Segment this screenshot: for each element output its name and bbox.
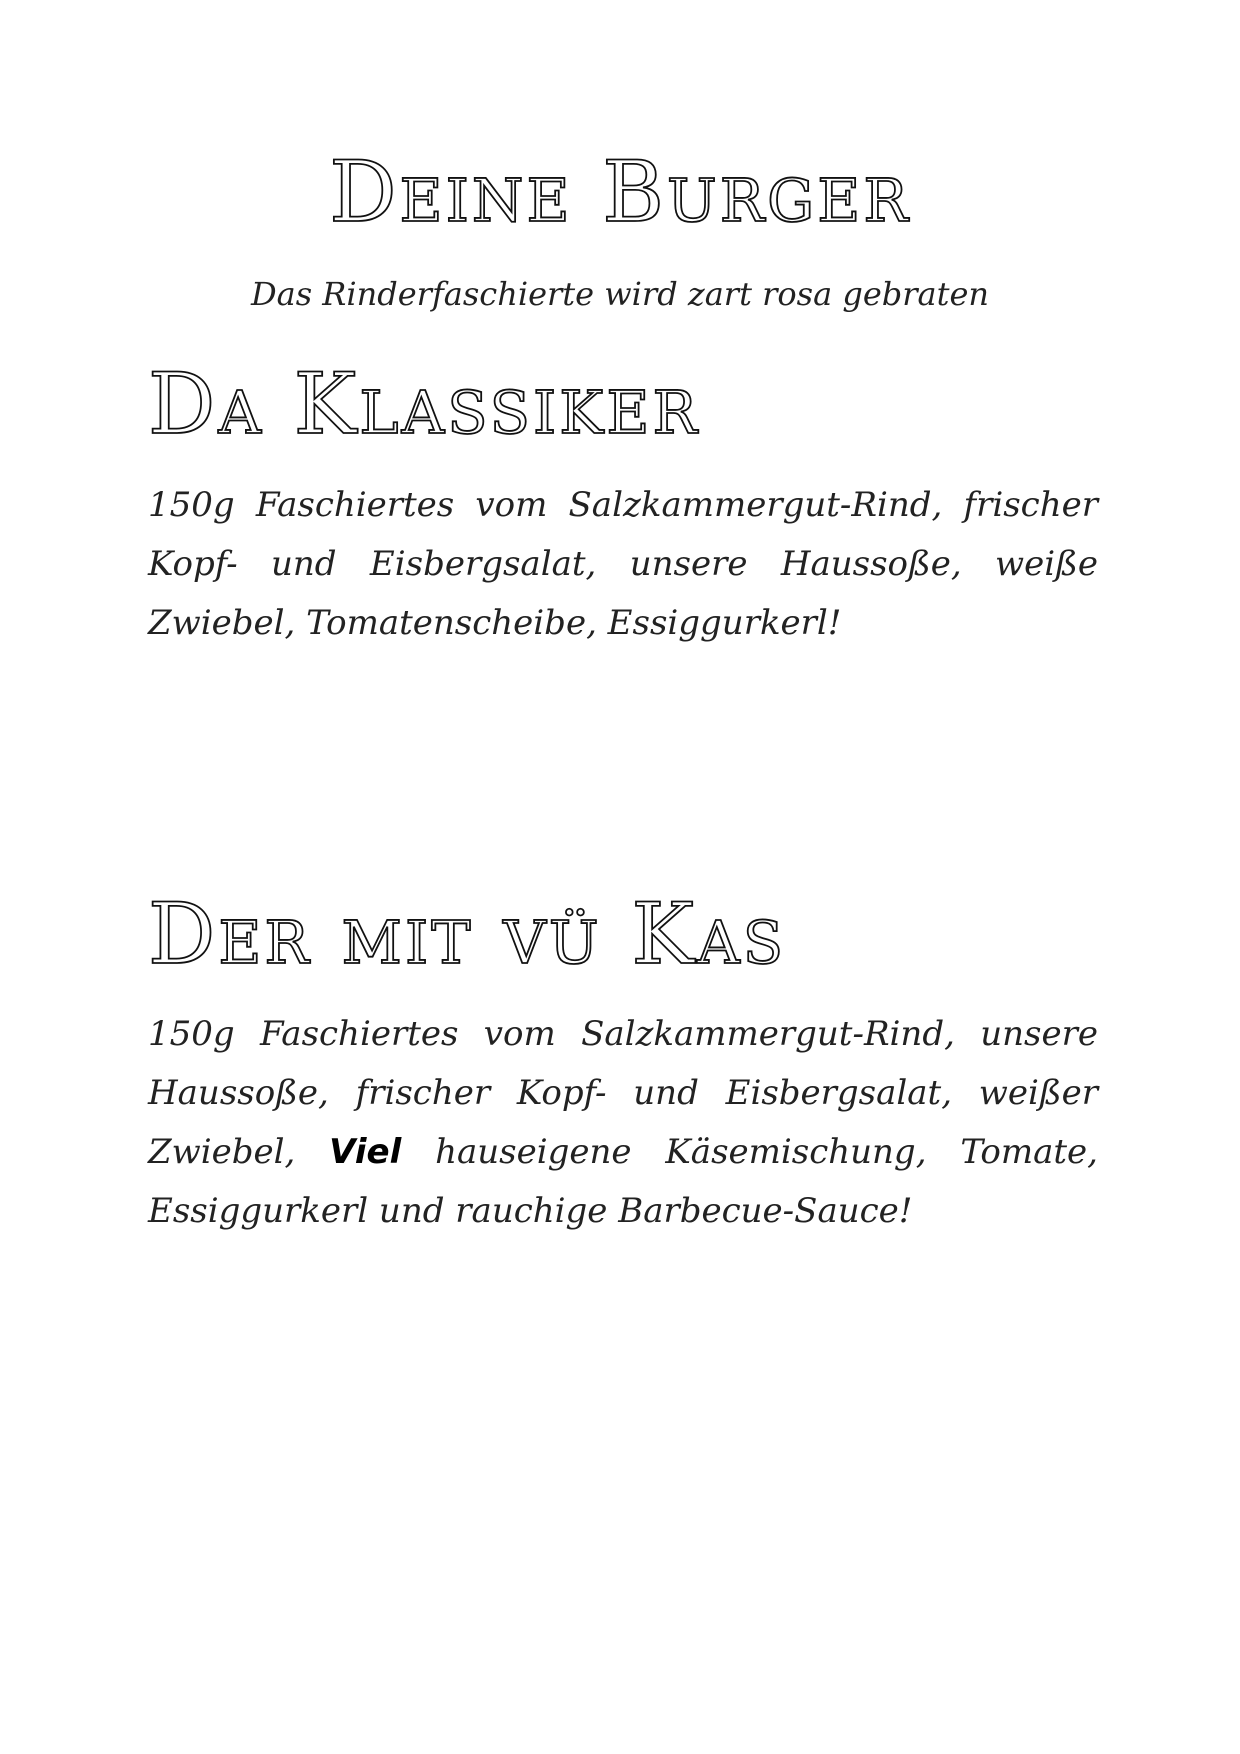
page-subtitle: Das Rinderfaschierte wird zart rosa gebraten (250, 275, 990, 313)
burger-title-vue-kas: Der mit vü Kas (148, 885, 787, 983)
page-title: Deine Burger (329, 143, 911, 241)
description-emphasis: Viel (329, 1132, 402, 1172)
burger-description-klassiker: 150g Faschiertes vom Salzkammergut-Rind, frischer Kopf- und Eisbergsalat, unsere Haussoße, weiße Zwiebel, Tomatenscheibe, Essiggurkerl! (148, 485, 1098, 643)
description-text-end: hauseigene Käsemischung, Tomate, Essiggurkerl und rauchige Barbecue-Sauce! (148, 1132, 1098, 1231)
burger-description-vue-kas (148, 1005, 1098, 1241)
description-text-start: 150g Faschiertes vom Salzkammergut-Rind, unsere Haussoße, frischer Kopf- und Eisbergsalat, weißer Zwiebel, (148, 1014, 1098, 1172)
burger-title-klassiker: Da Klassiker (148, 355, 700, 453)
